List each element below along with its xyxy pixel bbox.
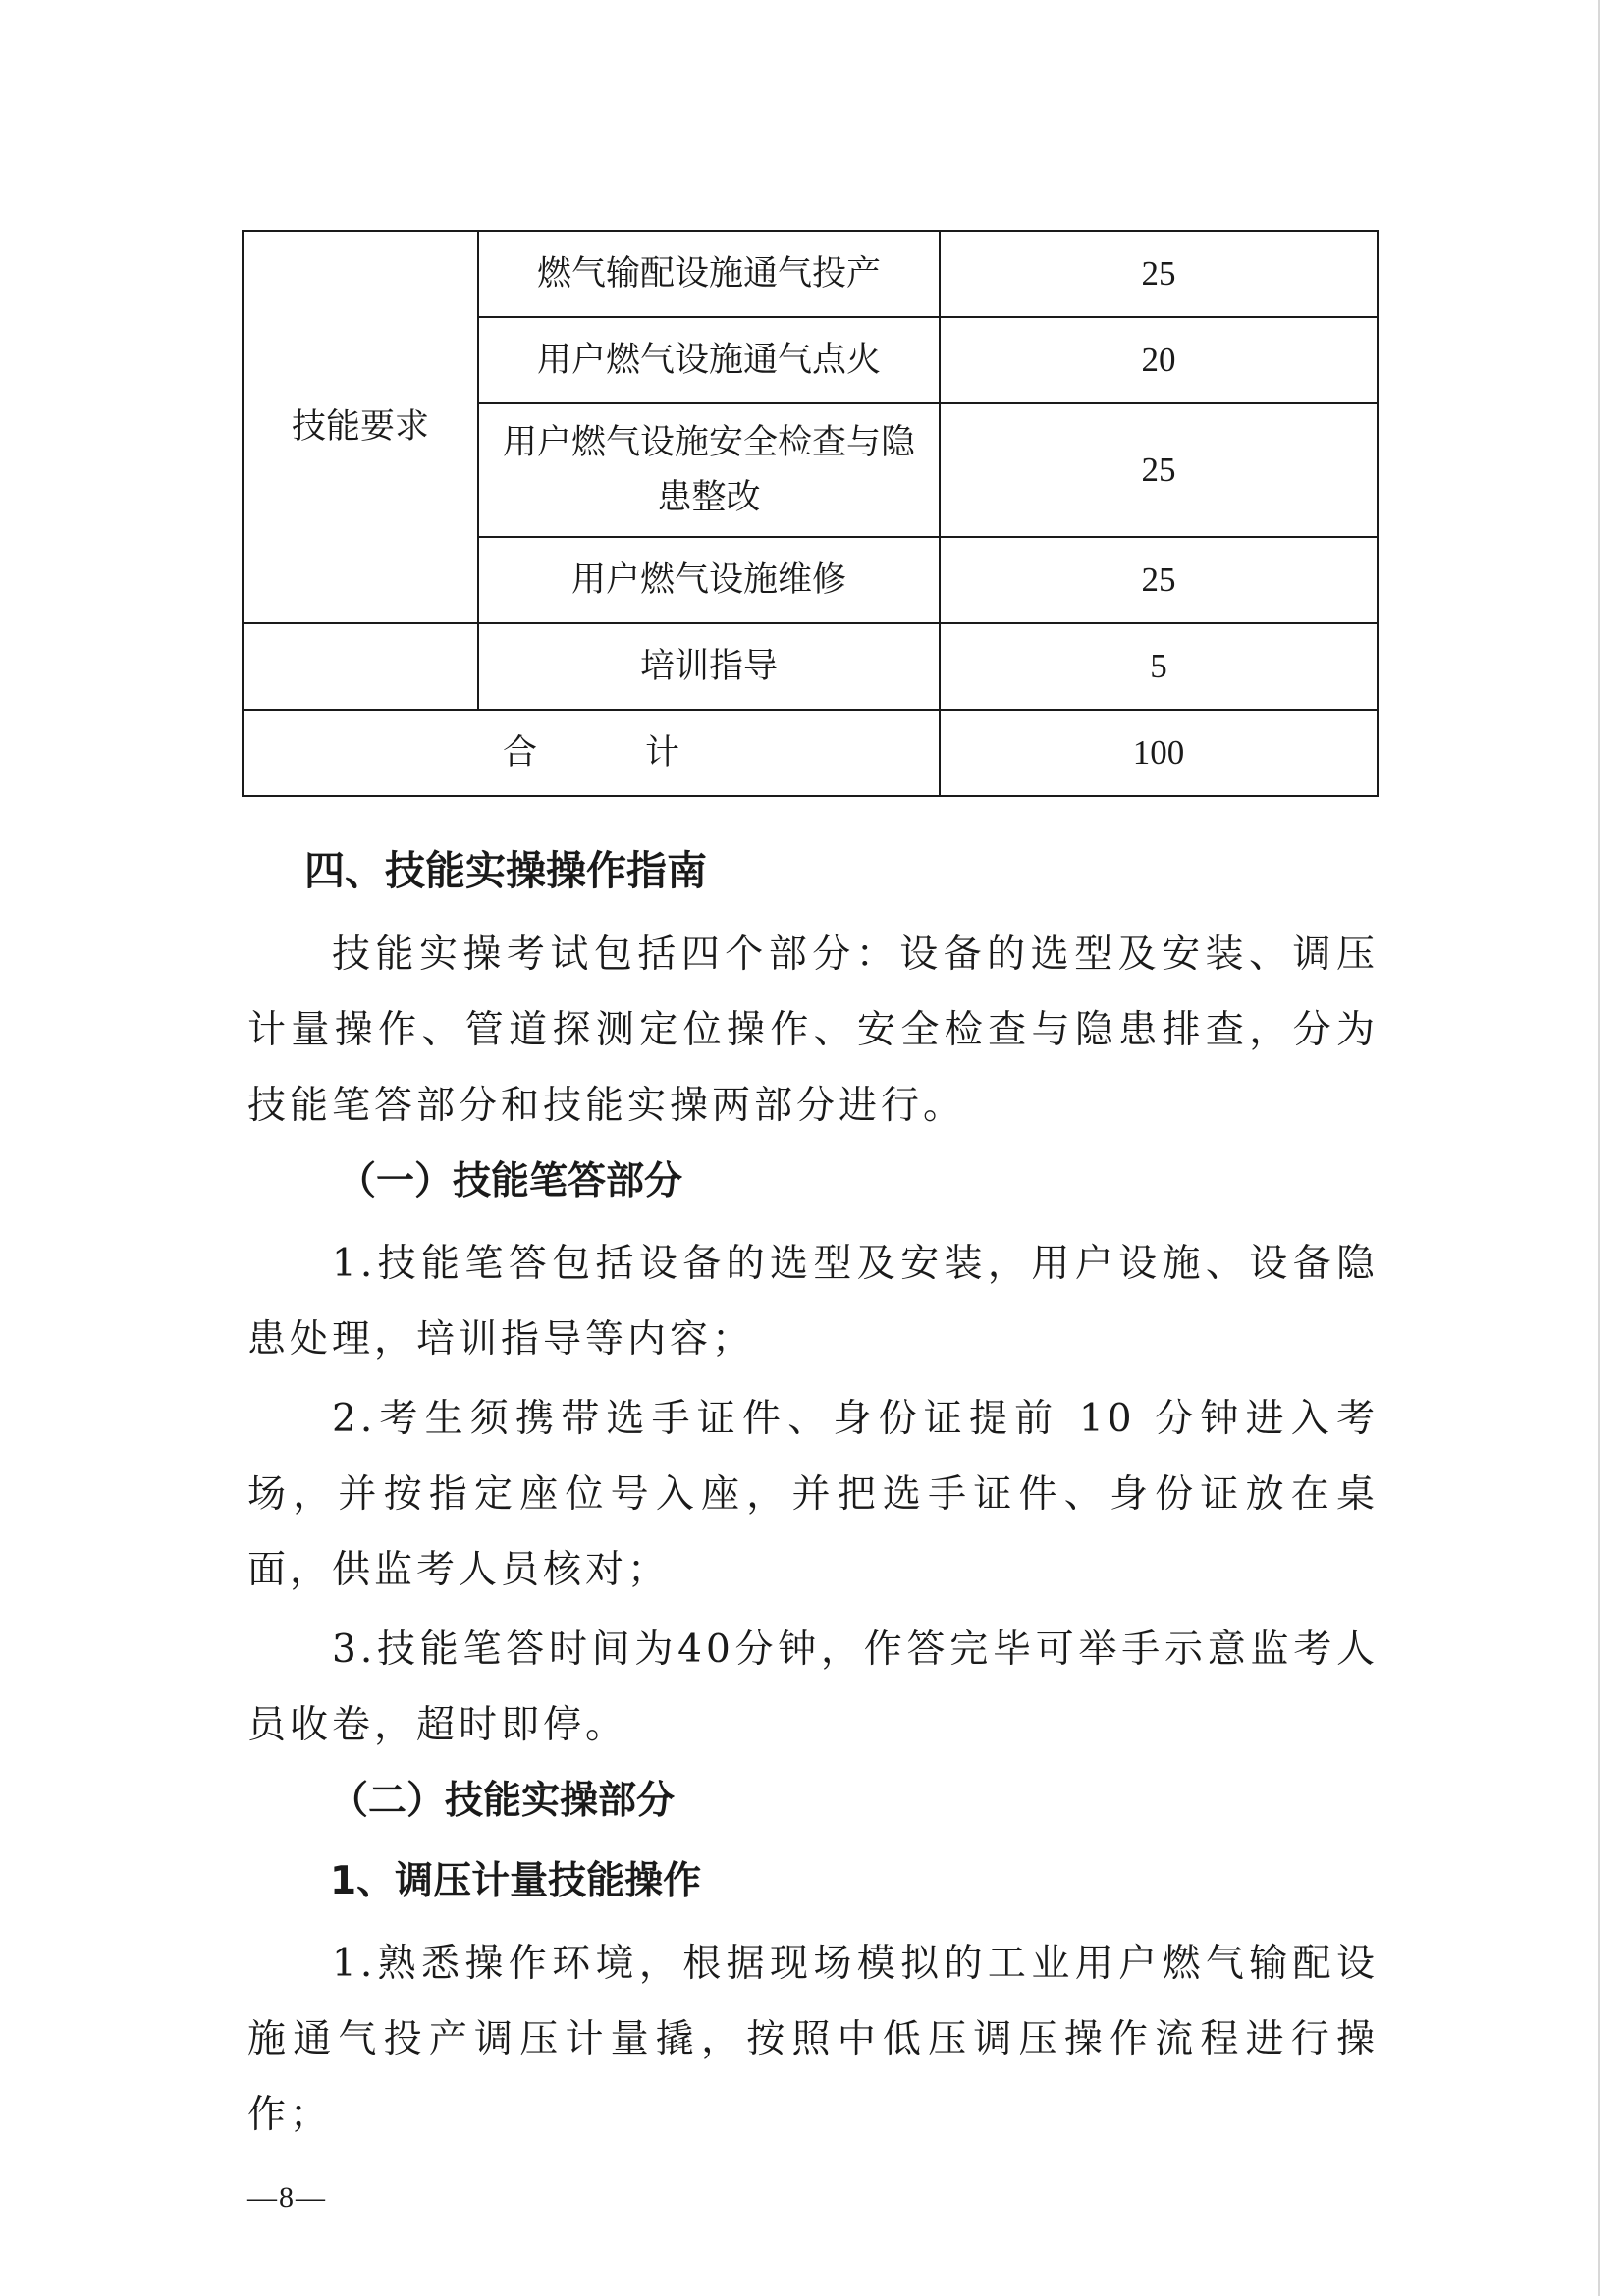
category-cell: 技能要求: [243, 231, 478, 623]
item-cell: 用户燃气设施安全检查与隐患整改: [478, 403, 940, 537]
scan-edge-line: [1598, 0, 1600, 2296]
page-number: —8—: [247, 2181, 327, 2214]
intro-paragraph: 技能实操考试包括四个部分：设备的选型及安装、调压计量操作、管道探测定位操作、安全检查与隐患排查，分为技能笔答部分和技能实操两部分进行。: [247, 933, 1379, 1128]
document-body: [247, 834, 1379, 2153]
score-cell: 25: [940, 231, 1378, 317]
total-label-cell: [243, 710, 940, 796]
total-label-right: 计: [645, 733, 680, 773]
item-cell: 用户燃气设施维修: [478, 537, 940, 623]
item-heading-pressure-metering: 1、调压计量技能操作: [330, 1859, 702, 1903]
written-item-1: 1.技能笔答包括设备的选型及安装，用户设施、设备隐患处理，培训指导等内容；: [247, 1242, 1379, 1362]
written-item-2: 2.考生须携带选手证件、身份证提前 10 分钟进入考场，并按指定座位号入座，并把选手证件、身份证放在桌面，供监考人员核对；: [247, 1397, 1379, 1592]
score-cell: 20: [940, 317, 1378, 403]
subsection-heading-practical: （二）技能实操部分: [330, 1779, 676, 1823]
item-cell: 燃气输配设施通气投产: [478, 231, 940, 317]
table-total-row: [243, 710, 1378, 796]
total-score-cell: 100: [940, 710, 1378, 796]
total-label-left: 合: [502, 733, 537, 773]
item-cell: 用户燃气设施通气点火: [478, 317, 940, 403]
item-cell: 培训指导: [478, 623, 940, 710]
written-item-3: 3.技能笔答时间为40分钟，作答完毕可举手示意监考人员收卷，超时即停。: [247, 1628, 1379, 1747]
table-row: [243, 623, 1378, 710]
empty-category-cell: [243, 623, 478, 710]
subsection-heading-written: （一）技能笔答部分: [338, 1159, 683, 1203]
table-row: [243, 231, 1378, 317]
practical-item-1: 1.熟悉操作环境，根据现场模拟的工业用户燃气输配设施通气投产调压计量撬，按照中低压调压操作流程进行操作；: [247, 1942, 1379, 2137]
score-cell: 5: [940, 623, 1378, 710]
section-heading: 四、技能实操操作指南: [304, 847, 707, 894]
score-table: [242, 230, 1379, 797]
score-cell: 25: [940, 537, 1378, 623]
score-cell: 25: [940, 403, 1378, 537]
